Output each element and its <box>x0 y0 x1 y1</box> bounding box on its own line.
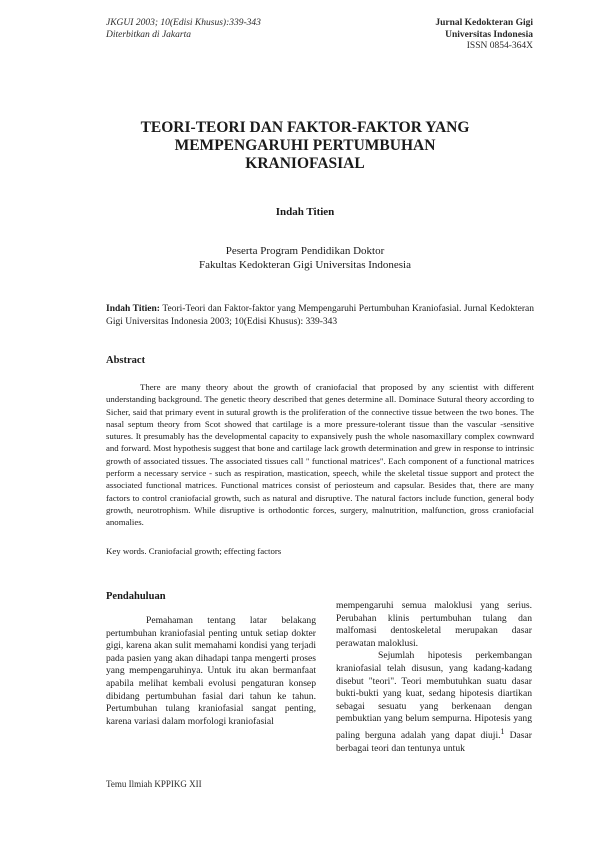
title-line-1: TEORI-TEORI DAN FAKTOR-FAKTOR YANG <box>140 119 470 136</box>
title-line-3: KRANIOFASIAL <box>245 155 365 172</box>
citation-author: Indah Titien: <box>106 304 160 314</box>
journal-issue-line: JKGUI 2003; 10(Edisi Khusus):339-343 <box>106 18 261 28</box>
title-line-2: MEMPENGARUHI PERTUMBUHAN <box>174 137 436 154</box>
reference-superscript: 1 <box>500 726 505 736</box>
keywords: Key words. Craniofacial growth; effecting factors <box>106 546 282 556</box>
author-affiliation <box>95 244 515 272</box>
issn: ISSN 0854-364X <box>466 41 533 51</box>
citation-text: Teori-Teori dan Faktor-faktor yang Mempengaruhi Pertumbuhan Kraniofasial. Jurnal Kedokteran Gigi Universitas Indonesia 2003; 10(Edisi Khusus): 339-343 <box>106 304 534 327</box>
university-name: Universitas Indonesia <box>445 29 533 40</box>
paragraph-1: mempengaruhi semua maloklusi yang serius. Perubahan klinis pertumbuhan tulang dan malfomasi dentoskeletal merupakan dasar perawatan maloklusi. <box>336 600 532 649</box>
affiliation-line-2: Fakultas Kedokteran Gigi Universitas Indonesia <box>198 259 411 271</box>
body-column-right <box>336 600 532 755</box>
page-footer: Temu Ilmiah KPPIKG XII <box>106 779 202 789</box>
affiliation-line-1: Peserta Program Pendidikan Doktor <box>225 245 385 257</box>
section-heading: Pendahuluan <box>106 591 166 602</box>
journal-name: Jurnal Kedokteran Gigi <box>435 18 533 28</box>
citation <box>106 303 534 328</box>
journal-name-block <box>435 18 533 53</box>
paper-title <box>95 119 515 173</box>
body-column-left: Pemahaman tentang latar belakang pertumbuhan kraniofasial penting untuk setiap dokter gigi, karena akan sulit memahami kondisi yang terjadi pada pasien yang akan dihadapi tanpa mengerti proses yang mempengaruhinya. Untuk itu akan bermanfaat apabila melihat kembali evolusi pengaturan konsep dibidang pertumbuhan fasial dari tahun ke tahun. Pertumbuhan tulang kraniofasial sangat penting, karena variasi dalam morfologi kraniofasial <box>106 615 316 727</box>
abstract-heading: Abstract <box>106 355 146 366</box>
author-name: Indah Titien <box>275 206 335 218</box>
paragraph-2 <box>336 650 532 755</box>
abstract-body: There are many theory about the growth of craniofacial that proposed by any scientist with different understanding background. The genetic theory described that genes determine all. Dominace Sutural theory according to Sicher, said that primary event in sutural growth is the proliferation of the connective tissue between the two bones. The nasal septum theory from Scot showed that cartilage is a more pressure-tolerant tissue than the vascular -sensitive sutures. It presumably has the developmental capacity to expansively push the whole nasomaxillary complex cownward and forward. Most hypothesis suggest that bone and cartilage lack growth determination and grew in response to intrinsic growth of associated tissues. The associated tissues call " functional matrices". Each component of a functional matrices perform a necessary service - such as respiration, mastication, speech, while the skeletal tissue support and protect the associated functional matrices. Functional matrices consist of periosteum and capsular. Besides that, there are many factors to control craniofacial growth, such as natural and disruptive. The natural factors include function, general body growth, neurotrophism. While disruptive is orthodontic forces, surgery, malnutrition, malfunction, gross craniofacial anomalies. <box>106 382 534 528</box>
publication-place-line: Diterbitkan di Jakarta <box>106 29 191 40</box>
journal-issue-info <box>106 18 261 41</box>
paragraph-2-continued: Dasar berbagai teori dan tentunya untuk <box>336 730 532 754</box>
paragraph-2-text: Sejumlah hipotesis perkembangan kraniofasial telah disusun, yang kadang-kadang disebut "teori". Teori membutuhkan suatu dasar bukti-bukti yang kuat, sedang hipotesis diartikan sebagai sesuatu yang berkenaan dengan pembuktian yang belum sempurna. Hipotesis yang paling berguna adalah yang dapat diuji. <box>336 650 532 742</box>
